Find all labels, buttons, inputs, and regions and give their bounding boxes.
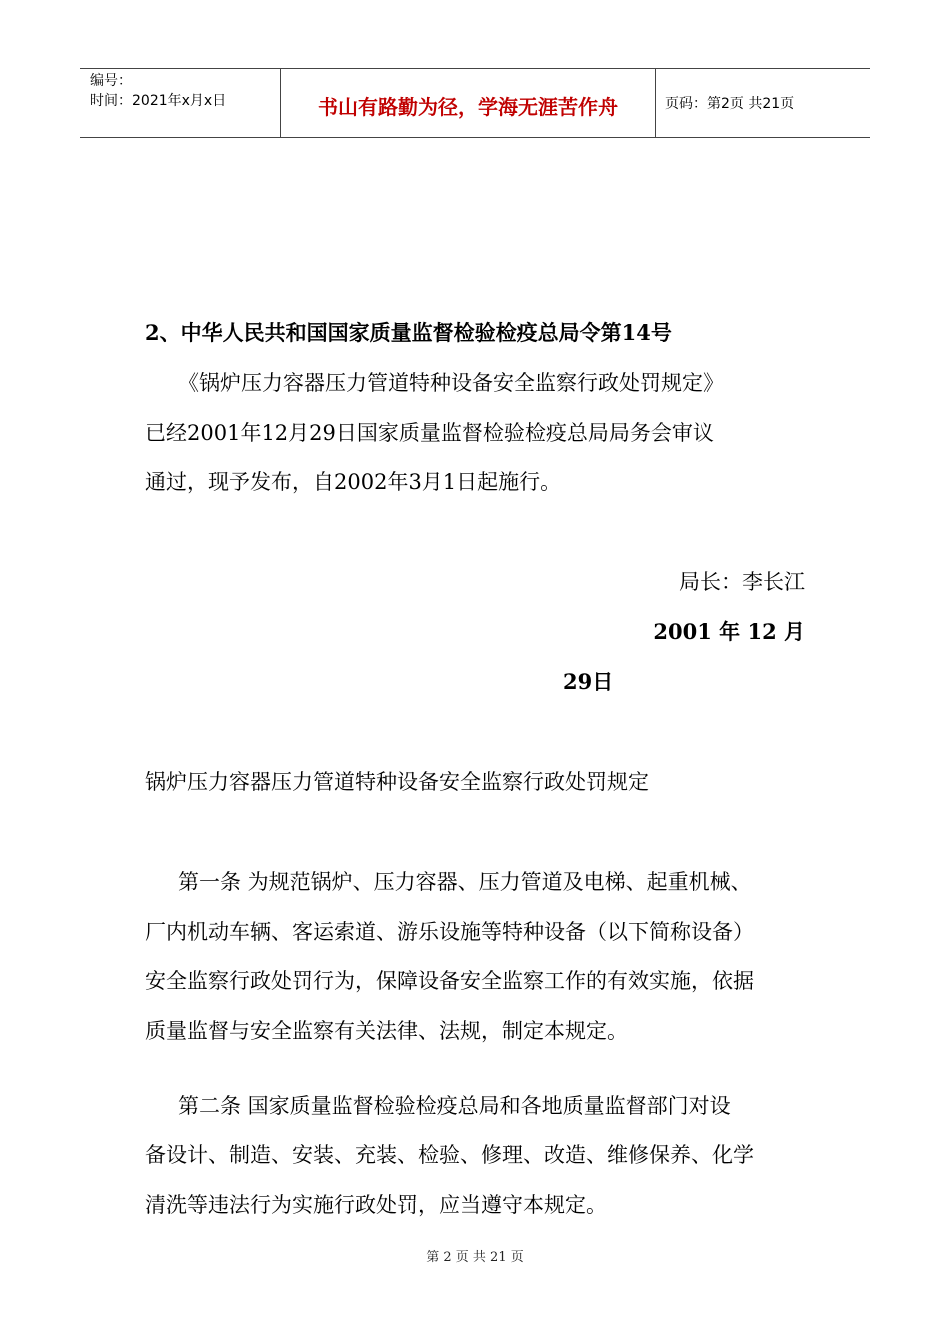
intro-line: 通过，现予发布，自2002年3月1日起施行。 xyxy=(145,470,562,494)
header-right-cell xyxy=(655,69,870,137)
signature-line: 局长：李长江 xyxy=(679,570,805,594)
page-footer: 第 2 页 共 21 页 xyxy=(426,1250,524,1265)
page-header xyxy=(80,68,870,138)
article2-line: 第二条 国家质量监督检验检疫总局和各地质量监督部门对设 xyxy=(178,1094,731,1118)
header-middle-cell xyxy=(280,69,656,137)
document-time-label: 时间：2021年x月x日 xyxy=(90,93,227,109)
article1-line: 厂内机动车辆、客运索道、游乐设施等特种设备（以下简称设备） xyxy=(145,920,754,944)
intro-line: 已经2001年12月29日国家质量监督检验检疫总局局务会审议 xyxy=(145,421,714,445)
regulation-title: 锅炉压力容器压力管道特种设备安全监察行政处罚规定 xyxy=(145,770,649,794)
article1-line: 质量监督与安全监察有关法律、法规，制定本规定。 xyxy=(145,1019,628,1043)
intro-line: 《锅炉压力容器压力管道特种设备安全监察行政处罚规定》 xyxy=(178,371,724,395)
date-line-2: 29日 xyxy=(563,669,614,694)
document-number-label: 编号： xyxy=(90,73,132,89)
header-page-code: 页码：第2页 共21页 xyxy=(665,96,795,112)
order-title: 2、中华人民共和国国家质量监督检验检疫总局令第14号 xyxy=(145,320,672,345)
article1-line: 安全监察行政处罚行为，保障设备安全监察工作的有效实施，依据 xyxy=(145,969,754,993)
article2-line: 清洗等违法行为实施行政处罚，应当遵守本规定。 xyxy=(145,1193,607,1217)
header-left-cell xyxy=(80,69,280,137)
article1-line: 第一条 为规范锅炉、压力容器、压力管道及电梯、起重机械、 xyxy=(178,870,752,894)
article2-line: 备设计、制造、安装、充装、检验、修理、改造、维修保养、化学 xyxy=(145,1143,754,1167)
date-line-1: 2001 年 12 月 xyxy=(653,619,805,644)
header-motto: 书山有路勤为径，学海无涯苦作舟 xyxy=(318,95,618,119)
